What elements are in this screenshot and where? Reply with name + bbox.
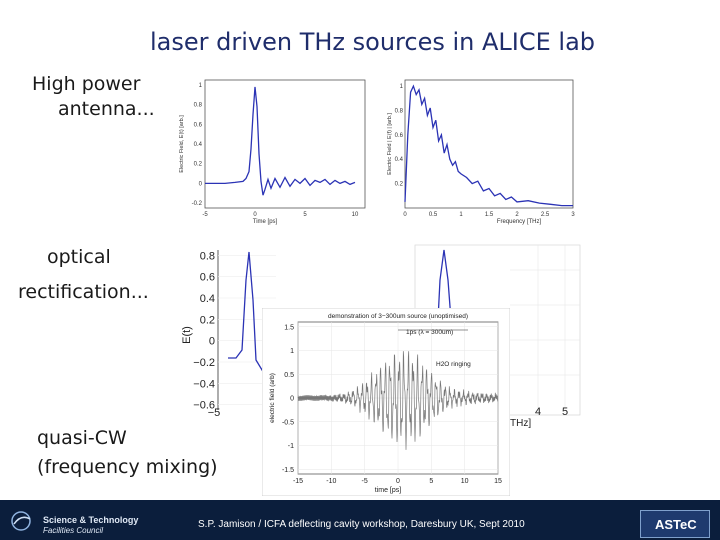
x-tick-label: −5 [207,407,221,419]
label-antenna-line2: antenna... [58,98,155,120]
y-tick-label: −0.4 [193,378,215,391]
y-tick-label: 0.6 [193,122,202,129]
y-tick-label: -1 [287,443,294,450]
y-tick-label: 1 [290,348,294,355]
astec-logo [640,510,710,538]
optical-time-plot [176,240,276,420]
label-optical-line2: rectification... [18,281,149,303]
annotation-title: demonstration of 3−300um source (unoptimised) [327,313,469,320]
label-antenna-line1: High power [32,73,141,95]
x-tick-label: 0.5 [428,212,438,218]
y-tick-label: -0.5 [281,419,294,427]
x-tick-label: 0 [403,212,407,218]
y-axis-label: E(t) [181,326,193,344]
x-tick-label: -15 [292,478,304,485]
antenna-time-plot [175,75,370,225]
x-tick-label: -10 [326,478,337,485]
stfc-logo [10,510,139,535]
y-tick-label: 0.5 [284,371,294,379]
y-axis-label: Electric Field, E(t) [arb.] [179,115,185,173]
y-tick-label: 0.2 [199,314,215,327]
astec-logo-text: ASTeC [655,517,697,532]
x-tick-label: 0 [253,212,257,218]
x-tick-label: 15 [494,478,502,485]
x-tick-label: 2.5 [540,212,550,218]
x-axis-label: Time [ps] [252,219,278,225]
y-tick-label: 0 [198,181,202,188]
y-tick-label: 0.4 [394,157,403,164]
y-tick-label: 0 [290,395,294,403]
stfc-name-line1: Science & Technology [43,515,139,525]
y-tick-label: −0.2 [193,357,215,369]
x-axis-label: Frequency [THz] [496,219,542,225]
y-tick-label: 0.2 [394,181,403,188]
qcw-time-plot [262,308,510,496]
label-qcw-line1: quasi-CW [37,427,127,449]
label-qcw-line2: (frequency mixing) [37,456,218,478]
y-tick-label: 1.5 [284,324,294,332]
y-axis-label: electric field (arb) [269,373,276,423]
y-tick-label: 0.8 [199,250,215,263]
x-axis-label-fragment: THz] [510,418,532,429]
y-tick-label: 0.6 [394,132,403,139]
x-tick-label: 1 [459,212,463,218]
x-tick-label: 5 [303,212,307,218]
x-axis-label: time [ps] [374,487,402,494]
slide-title: laser driven THz sources in ALICE lab [150,28,596,56]
y-tick-label: 0.8 [193,102,202,109]
annotation-peak: 1ps (λ = 300um) [406,329,454,336]
y-tick-label: 0.4 [193,142,202,148]
label-optical-line1: optical [47,246,111,268]
x-tick-label: 2 [515,212,519,218]
y-tick-label: 1 [198,82,202,89]
stfc-emblem-icon [10,510,38,532]
y-tick-label: 0.4 [199,293,215,305]
stfc-name-line2: Facilities Council [43,526,104,535]
y-tick-label: 0.8 [394,108,403,115]
y-tick-label: −0.6 [193,399,215,412]
x-tick-label: 10 [351,212,359,218]
x-tick-label: 5 [561,406,569,418]
x-tick-label: 5 [429,478,434,485]
x-tick-label: -5 [361,478,368,485]
y-axis-label: Electric Field | E(f) | [arb.] [387,113,393,175]
y-tick-label: 1 [399,84,403,91]
footer-citation: S.P. Jamison / ICFA deflecting cavity workshop, Daresbury UK, Sept 2010 [198,519,525,530]
x-tick-label: 3 [571,212,575,218]
y-tick-label: 0.2 [193,161,202,168]
y-tick-label: -0.2 [191,201,202,208]
x-tick-label: 4 [534,406,542,418]
x-tick-label: -5 [202,212,208,218]
y-tick-label: 0.6 [199,271,215,284]
y-tick-label: 0 [208,335,215,348]
y-tick-label: -1.5 [281,466,294,474]
annotation-water: H2O ringing [436,361,471,368]
antenna-spectrum-plot [383,75,583,225]
x-tick-label: 10 [460,478,469,485]
x-tick-label: 1.5 [484,212,494,218]
x-tick-label: 0 [396,478,400,485]
